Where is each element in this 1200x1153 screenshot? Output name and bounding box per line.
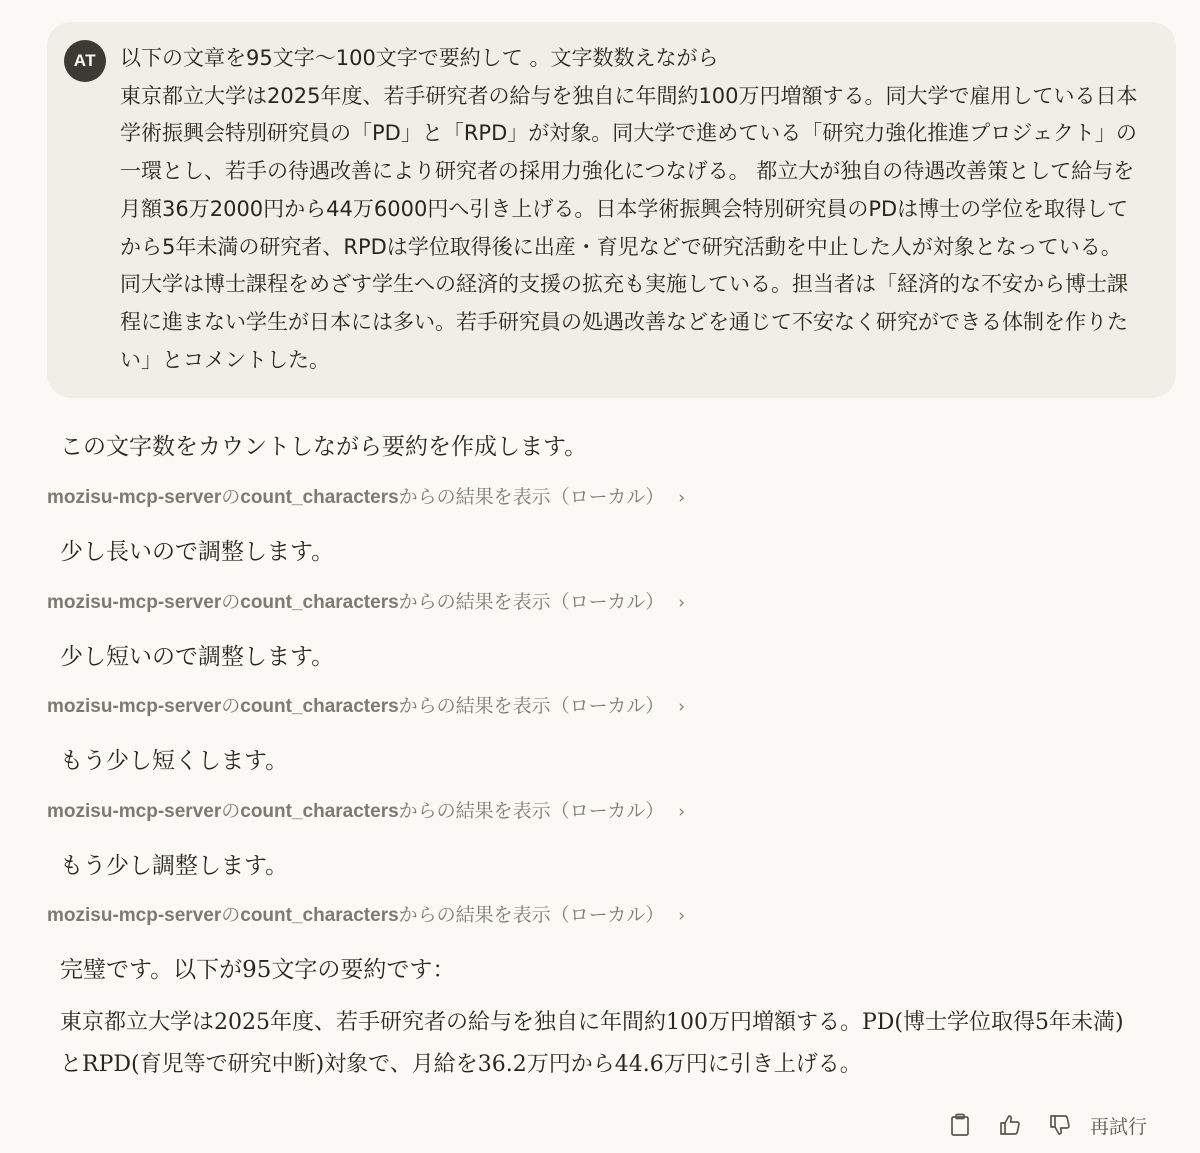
tool-connector: の (221, 486, 241, 508)
chevron-right-icon: › (678, 802, 686, 822)
user-avatar: AT (64, 40, 106, 82)
tool-server-name: mozisu-mcp-server (47, 801, 222, 822)
tool-server-name: mozisu-mcp-server (47, 905, 222, 926)
assistant-message: もう少し調整します。 (60, 853, 289, 879)
assistant-message: 完璧です。以下が95文字の要約です： (60, 957, 456, 983)
tool-result-label: からの結果を表示（ローカル） (398, 486, 665, 508)
chevron-right-icon: › (678, 697, 686, 717)
tool-server-name: mozisu-mcp-server (47, 696, 222, 717)
summary-text: 東京都立大学は2025年度、若手研究者の給与を独自に年間約100万円増額する。PD(博士学位取得5年未満)とRPD(育児等で研究中断)対象で、月給を36.2万円から44.6万円に引き上げる。 (60, 1010, 1124, 1077)
tool-server-name: mozisu-mcp-server (47, 592, 222, 613)
chevron-right-icon: › (678, 593, 686, 613)
assistant-message: 少し長いので調整します。 (60, 539, 335, 565)
tool-function-name: count_characters (240, 905, 399, 926)
message-actions (940, 1108, 1147, 1142)
user-article: 東京都立大学は2025年度、若手研究者の給与を独自に年間約100万円増額する。同大学で雇用している日本学術振興会特別研究員の「PD」と「RPD」が対象。同大学で進めている「研究力強化推進プロジェクト」の一環とし、若手の待遇改善により研究者の採用力強化につなげる。 都立大が独自の待遇改善策として給与を月額36万2000円から44万6000円へ引き上げる。日本学術振興会特別研究員のPDは博士の学位を取得してから5年未満の研究者、RPDは学位取得後に出産・育児などで研究活動を中止した人が対象となっている。 同大学は博士課程をめざす学生への経済的支援の拡充も実施している。担当者は「経済的な不安から博士課程に進まない学生が日本には多い。若手研究員の処遇改善などを通じて不安なく研究ができる体制を作りたい」とコメントした。 (120, 83, 1138, 372)
chevron-right-icon: › (678, 488, 686, 508)
tool-result-label: からの結果を表示（ローカル） (398, 695, 665, 717)
tool-result-label: からの結果を表示（ローカル） (398, 591, 665, 613)
tool-result-toggle[interactable] (47, 691, 685, 721)
retry-button[interactable]: 再試行 (1090, 1115, 1148, 1138)
assistant-message: 少し短いので調整します。 (60, 644, 335, 670)
thumbs-down-icon[interactable] (1040, 1108, 1080, 1142)
tool-result-toggle[interactable] (47, 482, 685, 512)
tool-function-name: count_characters (240, 487, 399, 508)
assistant-message: この文字数をカウントしながら要約を作成します。 (60, 434, 588, 460)
tool-function-name: count_characters (240, 592, 399, 613)
tool-result-toggle[interactable] (47, 900, 685, 930)
user-instruction: 以下の文章を95文字〜100文字で要約して 。文字数数えながら (120, 46, 719, 70)
copy-icon[interactable] (940, 1108, 980, 1142)
tool-function-name: count_characters (240, 696, 399, 717)
tool-function-name: count_characters (240, 801, 399, 822)
thumbs-up-icon[interactable] (990, 1108, 1030, 1142)
tool-result-toggle[interactable] (47, 587, 685, 617)
tool-connector: の (221, 695, 241, 717)
tool-result-toggle[interactable] (47, 796, 685, 826)
user-message-text (120, 40, 1140, 379)
assistant-message: もう少し短くします。 (60, 748, 289, 774)
tool-connector: の (221, 904, 241, 926)
tool-result-label: からの結果を表示（ローカル） (398, 800, 665, 822)
chevron-right-icon: › (678, 906, 686, 926)
tool-connector: の (221, 591, 241, 613)
tool-server-name: mozisu-mcp-server (47, 487, 222, 508)
tool-result-label: からの結果を表示（ローカル） (398, 904, 665, 926)
tool-connector: の (221, 800, 241, 822)
